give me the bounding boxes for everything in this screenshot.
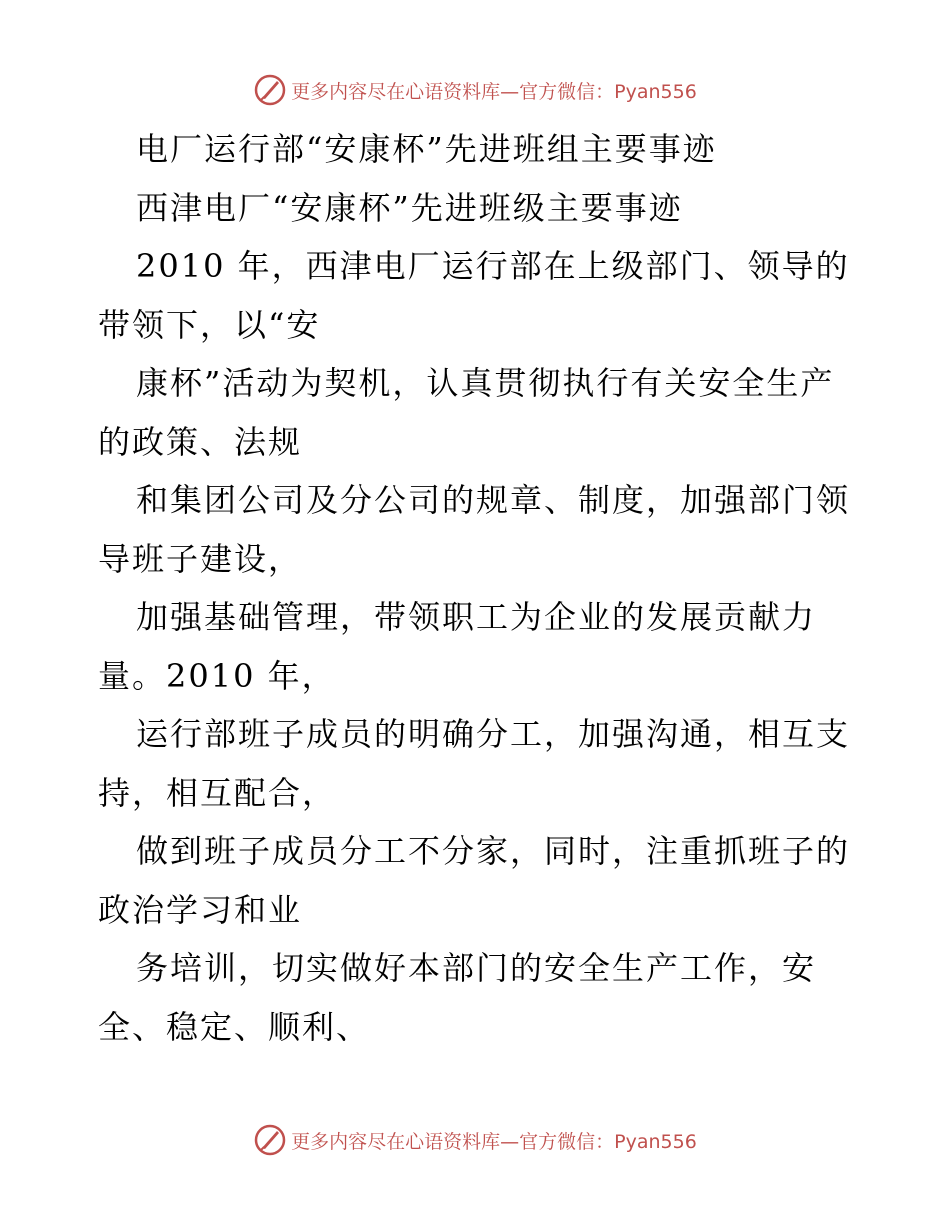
header-watermark-text: 更多内容尽在心语资料库—官方微信：Pyan556 — [291, 80, 697, 103]
document-line: 全、稳定、顺利、 — [98, 1007, 371, 1046]
feather-pen-logo-icon — [253, 73, 287, 107]
document-line: 西津电厂“安康杯”先进班级主要事迹 — [136, 188, 683, 227]
document-line: 2010 年，西津电厂运行部在上级部门、领导的 — [136, 247, 850, 285]
document-line: 康杯”活动为契机，认真贯彻执行有关安全生产 — [136, 364, 835, 402]
header-watermark-banner — [0, 70, 950, 110]
document-line: 带领下，以“安 — [98, 305, 321, 344]
document-line: 政治学习和业 — [98, 890, 303, 929]
footer-watermark-text: 更多内容尽在心语资料库—官方微信：Pyan556 — [291, 1130, 697, 1153]
document-line: 和集团公司及分公司的规章、制度，加强部门领 — [136, 481, 851, 519]
document-line: 持，相互配合， — [98, 773, 337, 812]
document-line: 做到班子成员分工不分家，同时，注重抓班子的 — [136, 832, 851, 870]
document-line: 导班子建设， — [98, 539, 303, 578]
document-line: 量。2010 年， — [98, 656, 336, 695]
document-line: 运行部班子成员的明确分工，加强沟通，相互支 — [136, 715, 851, 753]
footer-watermark-banner — [0, 1120, 950, 1160]
feather-pen-logo-icon — [253, 1123, 287, 1157]
document-line: 务培训，切实做好本部门的安全生产工作，安 — [136, 949, 817, 987]
document-body — [98, 120, 858, 1056]
document-line: 加强基础管理，带领职工为企业的发展贡献力 — [136, 598, 817, 636]
document-line: 电厂运行部“安康杯”先进班组主要事迹 — [136, 130, 717, 168]
document-line: 的政策、法规 — [98, 422, 303, 461]
